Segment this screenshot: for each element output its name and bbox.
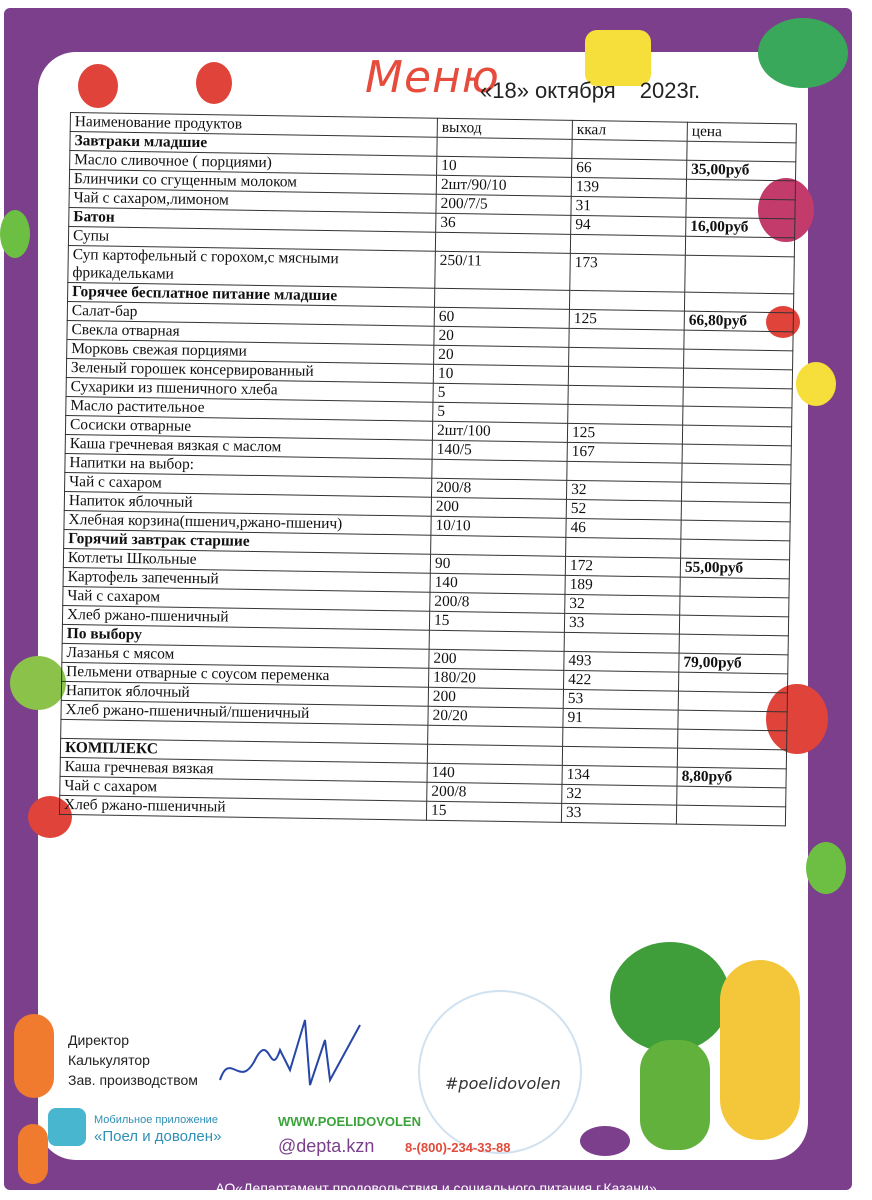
app-label: Мобильное приложение bbox=[94, 1114, 218, 1126]
tomato-icon bbox=[196, 62, 232, 104]
item-price: 66,80руб bbox=[684, 311, 793, 332]
organization-name: АО«Департамент продовольствия и социального питания г.Казани» bbox=[215, 1180, 657, 1196]
item-name: Хлеб ржано-пшеничный bbox=[62, 605, 429, 630]
item-kcal: 125 bbox=[569, 309, 684, 330]
item-price bbox=[677, 748, 786, 769]
item-price bbox=[679, 615, 788, 636]
item-price: 35,00руб bbox=[687, 160, 796, 181]
item-output: 15 bbox=[429, 611, 564, 632]
item-output bbox=[429, 630, 564, 651]
item-kcal: 32 bbox=[566, 480, 681, 501]
item-name: Лазанья с мясом bbox=[62, 643, 429, 668]
item-price bbox=[685, 255, 795, 294]
item-kcal bbox=[570, 234, 685, 255]
smiley-icon bbox=[796, 362, 836, 406]
item-kcal: 33 bbox=[561, 803, 676, 824]
manager-label: Зав. производством bbox=[68, 1072, 198, 1088]
item-output: 200/8 bbox=[431, 478, 566, 499]
item-name: Хлебная корзина(пшенич,ржано-пшенич) bbox=[64, 510, 431, 535]
item-name: Хлеб ржано-пшеничный bbox=[59, 795, 426, 820]
app-promo bbox=[94, 1114, 221, 1145]
item-kcal: 33 bbox=[564, 613, 679, 634]
item-name: Пельмени отварные с соусом переменка bbox=[62, 662, 429, 687]
item-kcal bbox=[566, 537, 681, 558]
item-output: 180/20 bbox=[429, 668, 564, 689]
item-price bbox=[682, 463, 791, 484]
item-name: Супы bbox=[68, 226, 435, 251]
item-kcal: 189 bbox=[565, 575, 680, 596]
item-name: Котлеты Школьные bbox=[63, 548, 430, 573]
item-name: Чай с сахаром bbox=[63, 586, 430, 611]
item-name: Чай с сахаром bbox=[65, 472, 432, 497]
item-name: Сосиски отварные bbox=[65, 415, 432, 440]
item-kcal: 493 bbox=[564, 651, 679, 672]
item-output: 10 bbox=[433, 364, 568, 385]
item-kcal bbox=[569, 290, 684, 311]
item-output: 250/11 bbox=[435, 251, 571, 290]
item-price bbox=[680, 596, 789, 617]
item-price bbox=[684, 349, 793, 370]
item-kcal bbox=[567, 461, 682, 482]
item-output bbox=[435, 232, 570, 253]
item-name: Напиток яблочный bbox=[64, 491, 431, 516]
item-price bbox=[687, 141, 796, 162]
item-kcal bbox=[563, 727, 678, 748]
item-output: 140 bbox=[427, 763, 562, 784]
item-price: 16,00руб bbox=[686, 217, 795, 238]
item-name: Картофель запеченный bbox=[63, 567, 430, 592]
header-kcal: ккал bbox=[572, 120, 687, 141]
item-name: Масло сливочное ( порциями) bbox=[70, 151, 437, 176]
item-output: 200 bbox=[431, 497, 566, 518]
item-price bbox=[682, 425, 791, 446]
item-kcal: 422 bbox=[563, 670, 678, 691]
instagram-link[interactable]: @depta.kzn bbox=[278, 1136, 375, 1156]
item-price bbox=[681, 482, 790, 503]
item-kcal: 172 bbox=[565, 556, 680, 577]
item-price bbox=[679, 634, 788, 655]
item-output: 20 bbox=[434, 326, 569, 347]
item-name: Горячее бесплатное питание младшие bbox=[68, 282, 435, 307]
calculator-label: Калькулятор bbox=[68, 1052, 150, 1068]
item-output bbox=[432, 459, 567, 480]
item-name: Напиток яблочный bbox=[61, 681, 428, 706]
menu-table bbox=[59, 112, 797, 826]
item-kcal: 125 bbox=[567, 423, 682, 444]
carrot-icon bbox=[18, 1124, 48, 1184]
broccoli-icon bbox=[610, 942, 730, 1052]
item-kcal: 134 bbox=[562, 765, 677, 786]
item-output bbox=[437, 137, 572, 158]
item-output bbox=[427, 744, 562, 765]
item-kcal: 52 bbox=[566, 499, 681, 520]
item-price bbox=[681, 501, 790, 522]
item-price bbox=[676, 805, 785, 826]
item-price bbox=[684, 292, 793, 313]
item-kcal: 32 bbox=[565, 594, 680, 615]
item-kcal: 91 bbox=[563, 708, 678, 729]
item-output: 200 bbox=[428, 687, 563, 708]
item-price bbox=[686, 198, 795, 219]
item-price: 79,00руб bbox=[679, 653, 788, 674]
leaf-icon bbox=[0, 210, 30, 258]
item-output bbox=[431, 535, 566, 556]
item-output: 5 bbox=[433, 402, 568, 423]
item-output: 140/5 bbox=[432, 440, 567, 461]
stamp bbox=[418, 990, 582, 1154]
item-kcal bbox=[568, 404, 683, 425]
item-name: По выбору bbox=[62, 624, 429, 649]
item-output: 60 bbox=[434, 307, 569, 328]
item-name: Масло растительное bbox=[66, 396, 433, 421]
menu-title: Меню bbox=[365, 52, 500, 103]
item-output: 5 bbox=[433, 383, 568, 404]
item-name: Завтраки младшие bbox=[70, 132, 437, 157]
item-name: Чай с сахаром bbox=[60, 776, 427, 801]
apple-icon bbox=[10, 656, 66, 710]
item-name: Напитки на выбор: bbox=[65, 453, 432, 478]
item-output bbox=[428, 725, 563, 746]
item-output: 36 bbox=[436, 213, 571, 234]
item-kcal: 66 bbox=[572, 158, 687, 179]
item-name: Горячий завтрак старшие bbox=[64, 529, 431, 554]
item-name: Свекла отварная bbox=[67, 320, 434, 345]
item-price bbox=[680, 577, 789, 598]
item-kcal: 31 bbox=[571, 196, 686, 217]
item-kcal: 173 bbox=[570, 253, 686, 292]
item-price bbox=[678, 729, 787, 750]
date-day: «18» октября bbox=[480, 78, 616, 103]
item-output: 140 bbox=[430, 573, 565, 594]
item-kcal: 32 bbox=[562, 784, 677, 805]
item-price bbox=[683, 406, 792, 427]
banana-icon bbox=[720, 960, 800, 1140]
item-price bbox=[682, 444, 791, 465]
item-kcal: 46 bbox=[566, 518, 681, 539]
item-price bbox=[684, 330, 793, 351]
item-name: Хлеб ржано-пшеничный/пшеничный bbox=[61, 700, 428, 725]
phone-number: 8-(800)-234-33-88 bbox=[405, 1140, 511, 1155]
item-output bbox=[434, 288, 569, 309]
item-output: 200/8 bbox=[427, 782, 562, 803]
item-price bbox=[685, 236, 794, 257]
item-name: Морковь свежая порциями bbox=[67, 339, 434, 364]
item-price bbox=[678, 710, 787, 731]
item-output: 20 bbox=[434, 345, 569, 366]
header-price: цена bbox=[687, 122, 796, 143]
item-name: Салат-бар bbox=[67, 301, 434, 326]
item-name: Чай с сахаром,лимоном bbox=[69, 188, 436, 213]
item-name: Каша гречневая вязкая bbox=[60, 757, 427, 782]
item-kcal bbox=[568, 366, 683, 387]
item-price bbox=[683, 387, 792, 408]
item-output: 200 bbox=[429, 649, 564, 670]
item-kcal bbox=[562, 746, 677, 767]
website-link[interactable]: WWW.POELIDOVOLEN bbox=[278, 1114, 421, 1129]
item-price bbox=[683, 368, 792, 389]
item-price: 8,80руб bbox=[677, 767, 786, 788]
item-kcal: 139 bbox=[571, 177, 686, 198]
item-price bbox=[677, 786, 786, 807]
tomato-icon bbox=[78, 64, 118, 108]
signature bbox=[210, 1010, 380, 1100]
item-name: Батон bbox=[69, 207, 436, 232]
item-name: Каша гречневая вязкая с маслом bbox=[65, 434, 432, 459]
item-name: Зеленый горошек консервированный bbox=[66, 358, 433, 383]
item-kcal bbox=[568, 385, 683, 406]
item-price bbox=[681, 539, 790, 560]
item-output: 200/7/5 bbox=[436, 194, 571, 215]
broccoli-stem-icon bbox=[640, 1040, 710, 1150]
leaf-icon bbox=[806, 842, 846, 894]
item-name: Сухарики из пшеничного хлеба bbox=[66, 377, 433, 402]
item-kcal: 167 bbox=[567, 442, 682, 463]
header-name: Наименование продуктов bbox=[70, 113, 437, 138]
signatures-block bbox=[68, 1030, 198, 1090]
app-name: «Поел и доволен» bbox=[94, 1128, 222, 1145]
hashtag: #poelidovolen bbox=[445, 1074, 561, 1093]
header-output: выход bbox=[437, 118, 572, 139]
item-output: 10 bbox=[437, 156, 572, 177]
carrot-icon bbox=[14, 1014, 54, 1098]
item-price bbox=[686, 179, 795, 200]
item-kcal bbox=[572, 139, 687, 160]
candy-icon bbox=[580, 1126, 630, 1156]
item-output: 20/20 bbox=[428, 706, 563, 727]
director-label: Директор bbox=[68, 1032, 129, 1048]
menu-date bbox=[480, 78, 700, 104]
item-output: 2шт/100 bbox=[432, 421, 567, 442]
item-kcal: 53 bbox=[563, 689, 678, 710]
item-name: КОМПЛЕКС bbox=[60, 738, 427, 763]
item-kcal bbox=[569, 328, 684, 349]
item-output: 200/8 bbox=[430, 592, 565, 613]
item-kcal: 94 bbox=[571, 215, 686, 236]
item-price bbox=[681, 520, 790, 541]
item-price bbox=[678, 691, 787, 712]
app-icon bbox=[48, 1108, 86, 1146]
item-kcal bbox=[569, 347, 684, 368]
item-name: Суп картофельный с горохом,с мясными фрикадельками bbox=[68, 245, 436, 288]
item-output: 90 bbox=[430, 554, 565, 575]
item-output: 10/10 bbox=[431, 516, 566, 537]
cucumber-slice-icon bbox=[758, 18, 848, 88]
item-output: 15 bbox=[426, 801, 561, 822]
date-year: 2023г. bbox=[639, 78, 701, 103]
item-output: 2шт/90/10 bbox=[436, 175, 571, 196]
item-price: 55,00руб bbox=[680, 558, 789, 579]
item-kcal bbox=[564, 632, 679, 653]
item-price bbox=[678, 672, 787, 693]
item-name: Блинчики со сгущенным молоком bbox=[69, 170, 436, 195]
